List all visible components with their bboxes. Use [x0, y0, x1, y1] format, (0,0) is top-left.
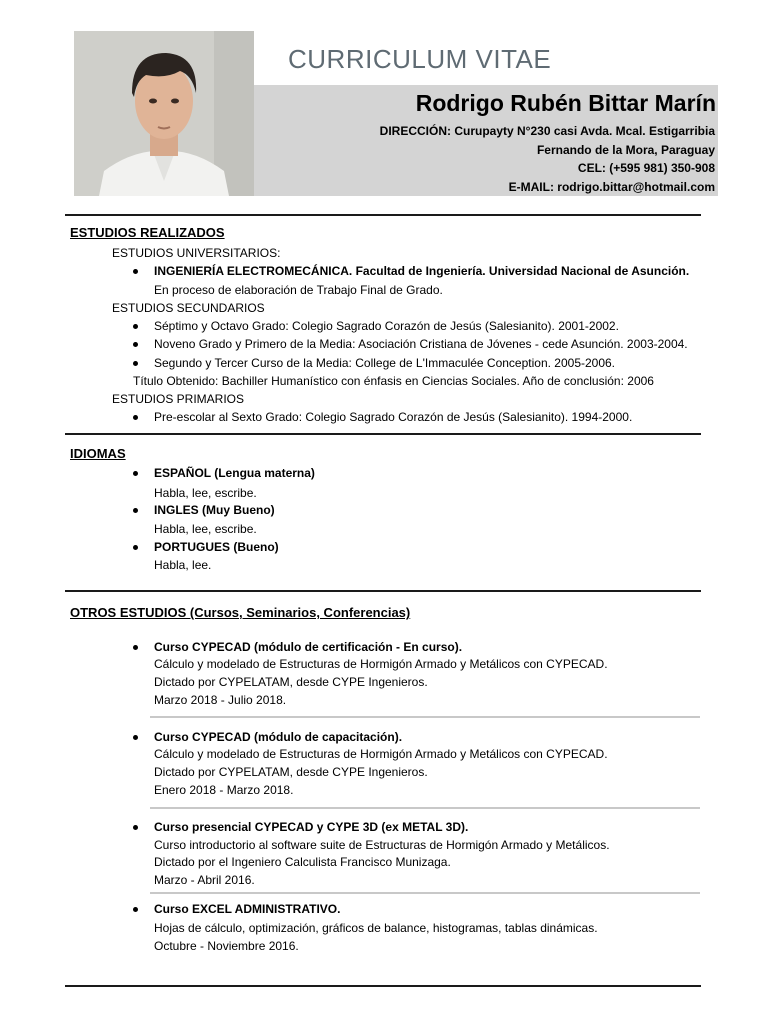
cv-title: CURRICULUM VITAE	[288, 44, 552, 74]
course-dates: Marzo - Abril 2016.	[154, 873, 255, 887]
course-line: Cálculo y modelado de Estructuras de Hormigón Armado y Metálicos con CYPECAD.	[154, 747, 608, 761]
language-item: ESPAÑOL (Lengua materna)	[154, 466, 315, 480]
universitario-note: En proceso de elaboración de Trabajo Final de Grado.	[154, 283, 443, 297]
language-item: PORTUGUES (Bueno)	[154, 540, 279, 554]
course-line: Curso introductorio al software suite de Estructuras de Hormigón Armado y Metálicos.	[154, 838, 610, 852]
course-line: Cálculo y modelado de Estructuras de Hormigón Armado y Metálicos con CYPECAD.	[154, 657, 608, 671]
label-primarios: ESTUDIOS PRIMARIOS	[112, 392, 245, 406]
section-divider	[65, 433, 701, 435]
titulo-obtenido: Título Obtenido: Bachiller Humanístico con énfasis en Ciencias Sociales. Año de conclusión: 2006	[133, 374, 654, 388]
course-title: Curso CYPECAD (módulo de capacitación).	[154, 730, 403, 744]
section-divider	[65, 985, 701, 987]
bullet	[133, 508, 138, 513]
section-divider	[65, 590, 701, 592]
bullet	[133, 735, 138, 740]
label-universitarios: ESTUDIOS UNIVERSITARIOS:	[112, 246, 281, 260]
language-detail: Habla, lee, escribe.	[154, 486, 257, 500]
profile-photo	[74, 31, 254, 196]
bullet	[133, 361, 138, 366]
course-line: Hojas de cálculo, optimización, gráficos de balance, histogramas, tablas dinámicas.	[154, 921, 598, 935]
address-line: DIRECCIÓN: Curupayty N°230 casi Avda. Mcal. Estigarribia	[379, 124, 715, 138]
phone-line: CEL: (+595 981) 350-908	[577, 161, 715, 175]
course-title: Curso CYPECAD (módulo de certificación - En curso).	[154, 640, 463, 654]
candidate-name: Rodrigo Rubén Bittar Marín	[415, 90, 716, 116]
contact-block	[380, 122, 715, 196]
bullet	[133, 825, 138, 830]
secundario-item: Segundo y Tercer Curso de la Media: College de L'Immaculée Conception. 2005-2006.	[154, 356, 616, 370]
secundario-item: Séptimo y Octavo Grado: Colegio Sagrado Corazón de Jesús (Salesianito). 2001-2002.	[154, 319, 619, 333]
item-divider	[150, 807, 700, 809]
label-secundarios: ESTUDIOS SECUNDARIOS	[112, 301, 265, 315]
bullet	[133, 269, 138, 274]
language-item: INGLES (Muy Bueno)	[154, 503, 275, 517]
language-detail: Habla, lee.	[154, 558, 212, 572]
primario-item: Pre-escolar al Sexto Grado: Colegio Sagrado Corazón de Jesús (Salesianito). 1994-2000.	[154, 410, 633, 424]
bullet	[133, 415, 138, 420]
bullet	[133, 471, 138, 476]
course-line: Dictado por CYPELATAM, desde CYPE Ingenieros.	[154, 765, 428, 779]
course-line: Dictado por CYPELATAM, desde CYPE Ingenieros.	[154, 675, 428, 689]
email-line: E-MAIL: rodrigo.bittar@hotmail.com	[508, 179, 715, 194]
section-divider	[65, 214, 701, 216]
course-dates: Octubre - Noviembre 2016.	[154, 939, 299, 953]
bullet	[133, 342, 138, 347]
course-dates: Marzo 2018 - Julio 2018.	[154, 693, 287, 707]
secundario-item: Noveno Grado y Primero de la Media: Asociación Cristiana de Jóvenes - cede Asunción. 2003-2004.	[154, 337, 688, 351]
course-title: Curso presencial CYPECAD y CYPE 3D (ex METAL 3D).	[154, 820, 469, 834]
bullet	[133, 907, 138, 912]
item-divider	[150, 716, 700, 718]
course-line: Dictado por el Ingeniero Calculista Francisco Munizaga.	[154, 855, 451, 869]
section-heading-idiomas: IDIOMAS	[70, 446, 126, 461]
bullet	[133, 545, 138, 550]
section-heading-estudios: ESTUDIOS REALIZADOS	[70, 225, 225, 240]
universitario-item: INGENIERÍA ELECTROMECÁNICA. Facultad de Ingeniería. Universidad Nacional de Asunción.	[154, 264, 690, 278]
bullet	[133, 324, 138, 329]
city-line: Fernando de la Mora, Paraguay	[536, 142, 715, 157]
item-divider	[150, 892, 700, 894]
language-detail: Habla, lee, escribe.	[154, 522, 257, 536]
course-dates: Enero 2018 - Marzo 2018.	[154, 783, 294, 797]
section-heading-otros: OTROS ESTUDIOS (Cursos, Seminarios, Conferencias)	[70, 605, 411, 620]
bullet	[133, 645, 138, 650]
course-title: Curso EXCEL ADMINISTRATIVO.	[154, 902, 341, 916]
